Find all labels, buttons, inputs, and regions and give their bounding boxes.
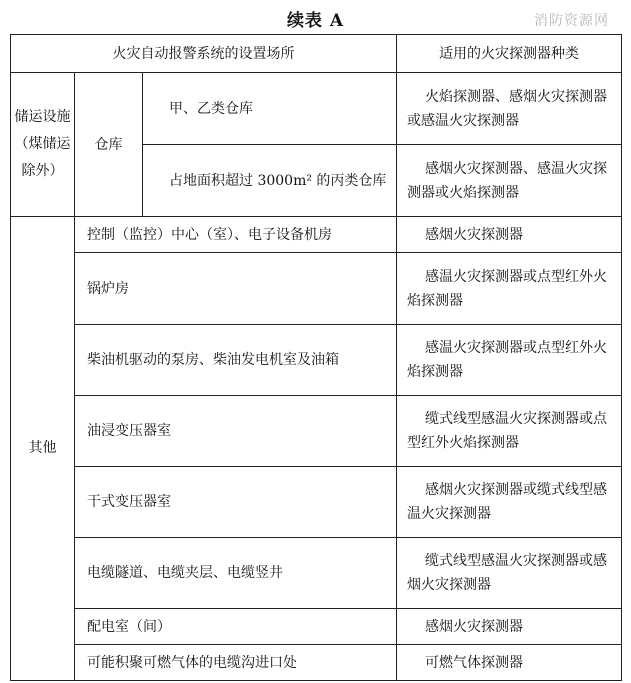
watermark: 消防资源网 <box>534 13 609 29</box>
detector-cell: 感温火灾探测器或点型红外火焰探测器 <box>397 325 622 396</box>
place-cell: 干式变压器室 <box>75 467 397 538</box>
place-cell: 可能积聚可燃气体的电缆沟进口处 <box>75 645 397 681</box>
place-cell: 锅炉房 <box>75 253 397 325</box>
place-cell: 控制（监控）中心（室）、电子设备机房 <box>75 217 397 253</box>
detector-cell: 可燃气体探测器 <box>397 645 622 681</box>
place-cell: 柴油机驱动的泵房、柴油发电机室及油箱 <box>75 325 397 396</box>
detector-cell: 感烟火灾探测器、感温火灾探测器或火焰探测器 <box>397 145 622 217</box>
place-cell: 甲、乙类仓库 <box>143 73 397 145</box>
fire-detector-table <box>10 34 622 681</box>
place-cell: 电缆隧道、电缆夹层、电缆竖井 <box>75 538 397 609</box>
place-cell: 油浸变压器室 <box>75 396 397 467</box>
detector-cell: 感烟火灾探测器或缆式线型感温火灾探测器 <box>397 467 622 538</box>
detector-cell: 感温火灾探测器或点型红外火焰探测器 <box>397 253 622 325</box>
detector-cell: 缆式线型感温火灾探测器或感烟火灾探测器 <box>397 538 622 609</box>
header-place: 火灾自动报警系统的设置场所 <box>11 35 397 73</box>
subcategory-warehouse: 仓库 <box>75 73 143 217</box>
category-storage: 储运设施（煤储运除外） <box>11 73 75 217</box>
category-other: 其他 <box>11 217 75 681</box>
header-detector: 适用的火灾探测器种类 <box>397 35 622 73</box>
place-cell: 占地面积超过 3000m² 的丙类仓库 <box>143 145 397 217</box>
detector-cell: 火焰探测器、感烟火灾探测器或感温火灾探测器 <box>397 73 622 145</box>
detector-cell: 感烟火灾探测器 <box>397 217 622 253</box>
place-cell: 配电室（间） <box>75 609 397 645</box>
detector-cell: 缆式线型感温火灾探测器或点型红外火焰探测器 <box>397 396 622 467</box>
page-title: 续表 A <box>286 11 345 31</box>
detector-cell: 感烟火灾探测器 <box>397 609 622 645</box>
